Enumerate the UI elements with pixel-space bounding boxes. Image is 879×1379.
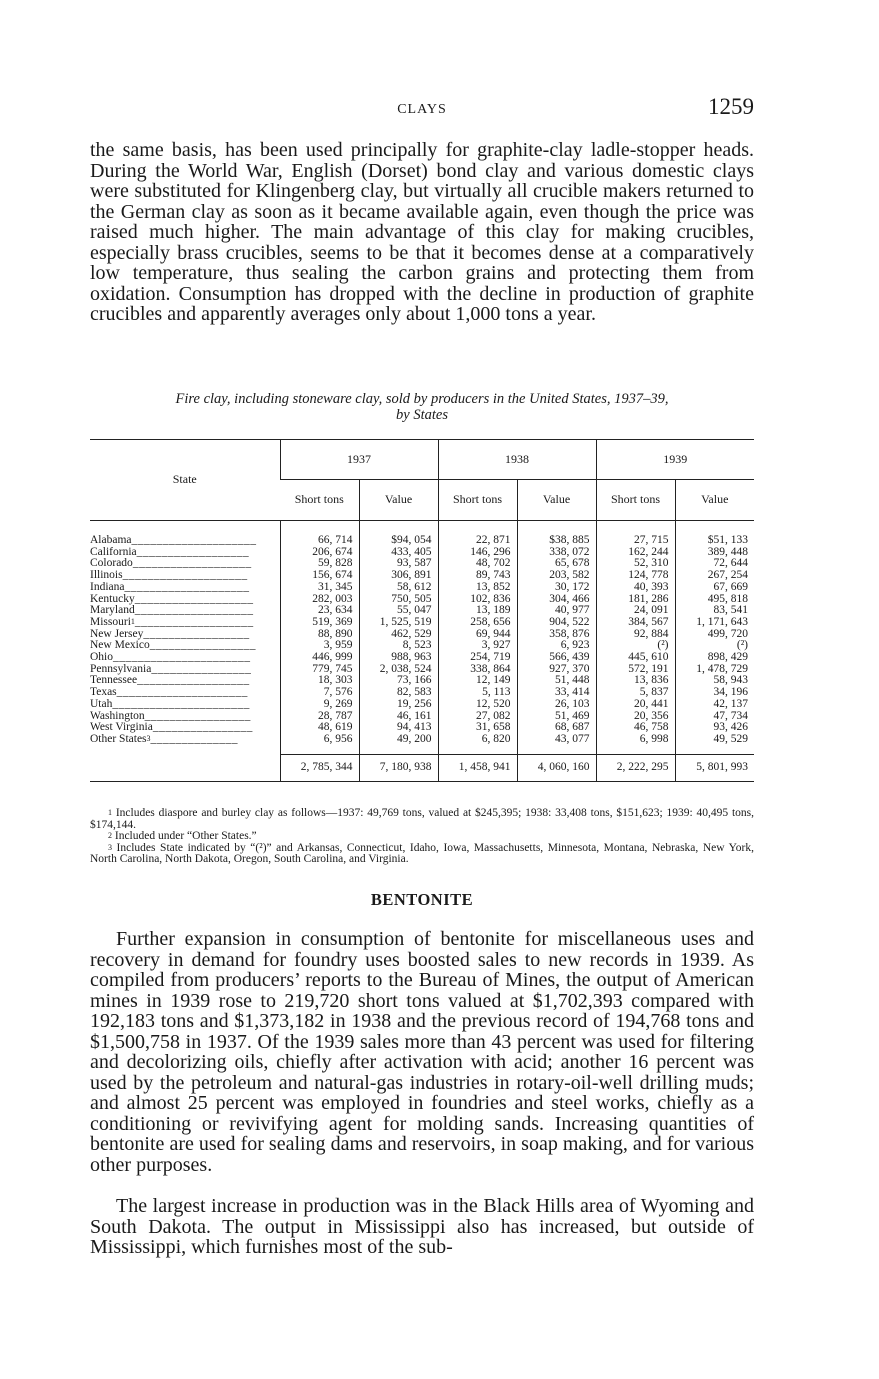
state-name: Washington bbox=[90, 710, 145, 722]
value-cell: $38, 885 bbox=[517, 535, 596, 547]
footnotes bbox=[90, 808, 754, 866]
state-name: Tennessee bbox=[90, 675, 138, 687]
state-name: Other States bbox=[90, 733, 147, 746]
leader-dots: ______________ bbox=[150, 733, 239, 746]
state-cell bbox=[90, 617, 280, 629]
value-cell: 304, 466 bbox=[517, 594, 596, 606]
short-tons-cell: 258, 656 bbox=[438, 617, 517, 629]
state-cell bbox=[90, 535, 280, 547]
state-name: Indiana bbox=[90, 581, 125, 593]
value-cell: 93, 587 bbox=[359, 558, 438, 570]
value-cell: 33, 414 bbox=[517, 687, 596, 699]
short-tons-cell: 254, 719 bbox=[438, 652, 517, 664]
leader-dots: ___________________ bbox=[134, 616, 254, 628]
footnote-1 bbox=[90, 808, 754, 831]
body-paragraph-1: the same basis, has been used principally for graphite-clay ladle-stopper heads. During the World War, English (Dorset) bond clay and various domestic clays were substituted for Klingenberg clay, but virtually all crucible makers returned to the German clay as soon as it became available again, even though the price was raised much higher. The main advantage of this clay for making crucibles, especially brass crucibles, seems to be that it becomes dense at a comparatively low temperature, thus sealing the carbon grains and protecting them from oxidation. Consumption has dropped with the decline in production of graphite crucibles and apparently averages only about 1,000 tons a year. bbox=[90, 139, 754, 325]
short-tons-cell: 779, 745 bbox=[280, 664, 359, 676]
state-cell bbox=[90, 594, 280, 606]
state-name: New Jersey bbox=[90, 628, 144, 640]
table-row bbox=[90, 594, 754, 606]
leader-dots: __________________ bbox=[137, 675, 250, 687]
value-cell: 34, 196 bbox=[675, 687, 754, 699]
leader-dots: _____________________ bbox=[116, 687, 248, 699]
state-cell bbox=[90, 640, 280, 652]
short-tons-cell: 7, 576 bbox=[280, 687, 359, 699]
total-cell: 1, 458, 941 bbox=[438, 754, 517, 781]
footnote-mark: 3 bbox=[146, 734, 151, 744]
table-row bbox=[90, 652, 754, 664]
short-tons-cell: 338, 864 bbox=[438, 664, 517, 676]
short-tons-cell: 59, 828 bbox=[280, 558, 359, 570]
short-tons-cell: 146, 296 bbox=[438, 547, 517, 559]
footnote-mark: 1 bbox=[130, 616, 135, 626]
short-tons-cell: 181, 286 bbox=[596, 594, 675, 606]
short-tons-cell: 18, 303 bbox=[280, 675, 359, 687]
value-cell: 55, 047 bbox=[359, 605, 438, 617]
total-cell: 4, 060, 160 bbox=[517, 754, 596, 781]
value-cell: 750, 505 bbox=[359, 594, 438, 606]
value-cell: 30, 172 bbox=[517, 582, 596, 594]
short-tons-cell: 13, 189 bbox=[438, 605, 517, 617]
short-tons-cell: 31, 658 bbox=[438, 722, 517, 734]
table-row bbox=[90, 687, 754, 699]
table-body bbox=[90, 521, 754, 755]
short-tons-cell: 24, 091 bbox=[596, 605, 675, 617]
value-cell: 1, 525, 519 bbox=[359, 617, 438, 629]
table-row bbox=[90, 699, 754, 711]
table-row bbox=[90, 722, 754, 734]
short-tons-cell: 20, 441 bbox=[596, 699, 675, 711]
short-tons-cell: 89, 743 bbox=[438, 570, 517, 582]
short-tons-cell: 48, 702 bbox=[438, 558, 517, 570]
year-header-1939: 1939 bbox=[596, 440, 754, 480]
short-tons-cell: 27, 082 bbox=[438, 711, 517, 723]
state-cell bbox=[90, 629, 280, 641]
year-header-1937: 1937 bbox=[280, 440, 438, 480]
value-cell: 47, 734 bbox=[675, 711, 754, 723]
value-cell: 51, 448 bbox=[517, 675, 596, 687]
table-row bbox=[90, 570, 754, 582]
short-tons-cell: 124, 778 bbox=[596, 570, 675, 582]
state-name: Maryland bbox=[90, 605, 135, 617]
state-cell bbox=[90, 711, 280, 723]
total-cell: 7, 180, 938 bbox=[359, 754, 438, 781]
table-row bbox=[90, 734, 754, 754]
short-tons-cell: 40, 393 bbox=[596, 582, 675, 594]
short-tons-cell: 12, 149 bbox=[438, 675, 517, 687]
value-cell: 58, 943 bbox=[675, 675, 754, 687]
state-name: California bbox=[90, 546, 137, 558]
value-header: Value bbox=[517, 480, 596, 521]
value-cell: 358, 876 bbox=[517, 629, 596, 641]
state-cell bbox=[90, 734, 280, 754]
short-tons-cell: 519, 369 bbox=[280, 617, 359, 629]
state-cell bbox=[90, 699, 280, 711]
value-cell: 1, 478, 729 bbox=[675, 664, 754, 676]
value-cell: 58, 612 bbox=[359, 582, 438, 594]
leader-dots: ______________________ bbox=[112, 698, 250, 710]
state-cell bbox=[90, 664, 280, 676]
value-cell: 43, 077 bbox=[517, 734, 596, 754]
leader-dots: ________________ bbox=[151, 663, 252, 675]
value-cell: 19, 256 bbox=[359, 699, 438, 711]
table-caption bbox=[90, 391, 754, 423]
leader-dots: ________________ bbox=[152, 722, 253, 734]
short-tons-cell: 46, 758 bbox=[596, 722, 675, 734]
leader-dots: _________________ bbox=[149, 640, 256, 652]
body-paragraph-2: Further expansion in consumption of bentonite for miscellaneous uses and recovery in demand for foundry uses boosted sales to new records in 1939. As compiled from producers’ reports to the Bureau of Mines, the output of American mines in 1939 rose to 219,720 short tons valued at $1,702,393 compared with 192,183 tons and $1,373,182 in 1938 and the previous record of 194,768 tons and $1,500,758 in 1937. Of the 1939 sales more than 43 percent was used for filtering and decolorizing oils, chiefly after activation with acid; another 16 percent was used by the petroleum and natural-gas industries in rotary-oil-well drilling muds; and almost 25 percent was employed in foundries and steel works, chiefly as a conditioning or revivifying agent for molding sands. Increasing quantities of bentonite are used for sealing dams and reservoirs, in soap making, and for various other purposes. bbox=[90, 928, 754, 1176]
value-header: Value bbox=[359, 480, 438, 521]
value-cell: 67, 669 bbox=[675, 582, 754, 594]
table-row bbox=[90, 629, 754, 641]
short-tons-cell: 102, 836 bbox=[438, 594, 517, 606]
value-cell: 6, 923 bbox=[517, 640, 596, 652]
leader-dots: _________________ bbox=[143, 628, 250, 640]
table-row bbox=[90, 675, 754, 687]
running-head bbox=[90, 94, 754, 124]
body-paragraph-3: The largest increase in production was in the Black Hills area of Wyoming and South Dakota. The output in Mississippi also has increased, but outside of Mississippi, which furnishes most of the sub- bbox=[90, 1195, 754, 1258]
value-cell: 40, 977 bbox=[517, 605, 596, 617]
table-row bbox=[90, 558, 754, 570]
leader-dots: ___________________ bbox=[132, 558, 252, 570]
running-title: CLAYS bbox=[397, 102, 447, 117]
fire-clay-table bbox=[90, 439, 754, 782]
short-tons-cell: 384, 567 bbox=[596, 617, 675, 629]
value-cell: 8, 523 bbox=[359, 640, 438, 652]
value-cell: 94, 413 bbox=[359, 722, 438, 734]
short-tons-cell: 445, 610 bbox=[596, 652, 675, 664]
total-cell: 2, 222, 295 bbox=[596, 754, 675, 781]
short-tons-header: Short tons bbox=[280, 480, 359, 521]
table-row bbox=[90, 617, 754, 629]
footnote-mark: 3 bbox=[108, 842, 112, 852]
value-cell: 499, 720 bbox=[675, 629, 754, 641]
table-row bbox=[90, 711, 754, 723]
short-tons-cell: 28, 787 bbox=[280, 711, 359, 723]
section-heading-bentonite: BENTONITE bbox=[370, 890, 474, 909]
leader-dots: ___________________ bbox=[134, 593, 254, 605]
short-tons-cell: 69, 944 bbox=[438, 629, 517, 641]
short-tons-cell: 13, 836 bbox=[596, 675, 675, 687]
value-cell: 72, 644 bbox=[675, 558, 754, 570]
short-tons-cell: 3, 927 bbox=[438, 640, 517, 652]
short-tons-cell: 20, 356 bbox=[596, 711, 675, 723]
value-cell: 42, 137 bbox=[675, 699, 754, 711]
state-name: West Virginia bbox=[90, 722, 153, 734]
value-cell: 2, 038, 524 bbox=[359, 664, 438, 676]
short-tons-cell: 6, 998 bbox=[596, 734, 675, 754]
value-cell: 898, 429 bbox=[675, 652, 754, 664]
short-tons-cell: 572, 191 bbox=[596, 664, 675, 676]
state-name: Kentucky bbox=[90, 593, 135, 605]
short-tons-cell: 31, 345 bbox=[280, 582, 359, 594]
state-name: Illinois bbox=[90, 570, 123, 582]
state-name: New Mexico bbox=[90, 640, 150, 652]
state-name: Pennsylvania bbox=[90, 663, 152, 675]
short-tons-cell: 282, 003 bbox=[280, 594, 359, 606]
short-tons-cell: 12, 520 bbox=[438, 699, 517, 711]
state-column-header: State bbox=[90, 440, 280, 521]
value-cell: $94, 054 bbox=[359, 535, 438, 547]
table-row bbox=[90, 547, 754, 559]
footnote-mark: 2 bbox=[108, 831, 112, 841]
short-tons-header: Short tons bbox=[596, 480, 675, 521]
value-cell: 988, 963 bbox=[359, 652, 438, 664]
value-cell: 1, 171, 643 bbox=[675, 617, 754, 629]
value-cell: 82, 583 bbox=[359, 687, 438, 699]
footnote-3 bbox=[90, 843, 754, 866]
leader-dots: ____________________ bbox=[131, 535, 257, 546]
total-cell: 5, 801, 993 bbox=[675, 754, 754, 781]
short-tons-cell: 5, 113 bbox=[438, 687, 517, 699]
short-tons-cell: 27, 715 bbox=[596, 535, 675, 547]
value-cell: 203, 582 bbox=[517, 570, 596, 582]
table-caption-line-2: by States bbox=[396, 407, 448, 423]
total-cell: 2, 785, 344 bbox=[280, 754, 359, 781]
value-cell: 83, 541 bbox=[675, 605, 754, 617]
year-header-1938: 1938 bbox=[438, 440, 596, 480]
leader-dots: _________________ bbox=[144, 710, 251, 722]
short-tons-cell: 206, 674 bbox=[280, 547, 359, 559]
short-tons-cell: 48, 619 bbox=[280, 722, 359, 734]
state-cell bbox=[90, 722, 280, 734]
table-row bbox=[90, 640, 754, 652]
short-tons-cell: 22, 871 bbox=[438, 535, 517, 547]
state-cell bbox=[90, 675, 280, 687]
leader-dots: ____________________ bbox=[124, 581, 250, 593]
value-cell: 26, 103 bbox=[517, 699, 596, 711]
table-row bbox=[90, 605, 754, 617]
table-row bbox=[90, 535, 754, 547]
value-cell: 73, 166 bbox=[359, 675, 438, 687]
short-tons-cell: 9, 269 bbox=[280, 699, 359, 711]
leader-dots: ____________________ bbox=[122, 570, 248, 582]
value-cell: 389, 448 bbox=[675, 547, 754, 559]
table-row bbox=[90, 664, 754, 676]
table-caption-line-1: Fire clay, including stoneware clay, sold by producers in the United States, 1937–39, bbox=[175, 391, 669, 407]
short-tons-cell: 446, 999 bbox=[280, 652, 359, 664]
value-cell: 51, 469 bbox=[517, 711, 596, 723]
footnote-text: Included under “Other States.” bbox=[114, 830, 257, 843]
table-row bbox=[90, 582, 754, 594]
state-cell bbox=[90, 547, 280, 559]
value-cell: 904, 522 bbox=[517, 617, 596, 629]
short-tons-cell: 6, 956 bbox=[280, 734, 359, 754]
short-tons-cell: 3, 959 bbox=[280, 640, 359, 652]
value-cell: 49, 200 bbox=[359, 734, 438, 754]
value-cell: $51, 133 bbox=[675, 535, 754, 547]
value-cell: 267, 254 bbox=[675, 570, 754, 582]
value-header: Value bbox=[675, 480, 754, 521]
value-cell: 93, 426 bbox=[675, 722, 754, 734]
leader-dots: ______________________ bbox=[113, 652, 251, 664]
state-name: Missouri bbox=[90, 616, 131, 628]
short-tons-cell: (²) bbox=[596, 640, 675, 652]
short-tons-cell: 6, 820 bbox=[438, 734, 517, 754]
value-cell: (²) bbox=[675, 640, 754, 652]
short-tons-cell: 92, 884 bbox=[596, 629, 675, 641]
totals-row bbox=[90, 754, 754, 781]
leader-dots: ___________________ bbox=[134, 605, 254, 617]
value-cell: 927, 370 bbox=[517, 664, 596, 676]
short-tons-header: Short tons bbox=[438, 480, 517, 521]
state-name: Colorado bbox=[90, 558, 133, 570]
value-cell: 46, 161 bbox=[359, 711, 438, 723]
state-cell bbox=[90, 558, 280, 570]
short-tons-cell: 88, 890 bbox=[280, 629, 359, 641]
state-name: Texas bbox=[90, 687, 117, 699]
footnote-text: Includes diaspore and burley clay as follows—1937: 49,769 tons, valued at $245,395; 1938: 33,408 tons, $151,623; 1939: 40,495 tons, $174,144. bbox=[90, 807, 755, 831]
short-tons-cell: 13, 852 bbox=[438, 582, 517, 594]
state-cell bbox=[90, 687, 280, 699]
short-tons-cell: 23, 634 bbox=[280, 605, 359, 617]
value-cell: 566, 439 bbox=[517, 652, 596, 664]
value-cell: 306, 891 bbox=[359, 570, 438, 582]
short-tons-cell: 52, 310 bbox=[596, 558, 675, 570]
value-cell: 495, 818 bbox=[675, 594, 754, 606]
state-cell bbox=[90, 652, 280, 664]
state-name: Ohio bbox=[90, 652, 113, 664]
value-cell: 68, 687 bbox=[517, 722, 596, 734]
state-cell bbox=[90, 582, 280, 594]
short-tons-cell: 66, 714 bbox=[280, 535, 359, 547]
state-cell bbox=[90, 570, 280, 582]
footnote-mark: 1 bbox=[108, 808, 112, 817]
value-cell: 462, 529 bbox=[359, 629, 438, 641]
state-cell bbox=[90, 605, 280, 617]
leader-dots: __________________ bbox=[136, 546, 250, 558]
short-tons-cell: 162, 244 bbox=[596, 547, 675, 559]
value-cell: 49, 529 bbox=[675, 734, 754, 754]
page-number: 1259 bbox=[708, 94, 754, 119]
short-tons-cell: 5, 837 bbox=[596, 687, 675, 699]
value-cell: 433, 405 bbox=[359, 547, 438, 559]
state-name: Utah bbox=[90, 698, 113, 710]
footnote-text: Includes State indicated by “(²)” and Arkansas, Connecticut, Idaho, Iowa, Massachusetts, Minnesota, Montana, Nebraska, New York, North Carolina, North Dakota, Oregon, South Carolina, and Virginia. bbox=[90, 841, 754, 866]
short-tons-cell: 156, 674 bbox=[280, 570, 359, 582]
value-cell: 65, 678 bbox=[517, 558, 596, 570]
value-cell: 338, 072 bbox=[517, 547, 596, 559]
state-name: Alabama bbox=[90, 535, 132, 546]
